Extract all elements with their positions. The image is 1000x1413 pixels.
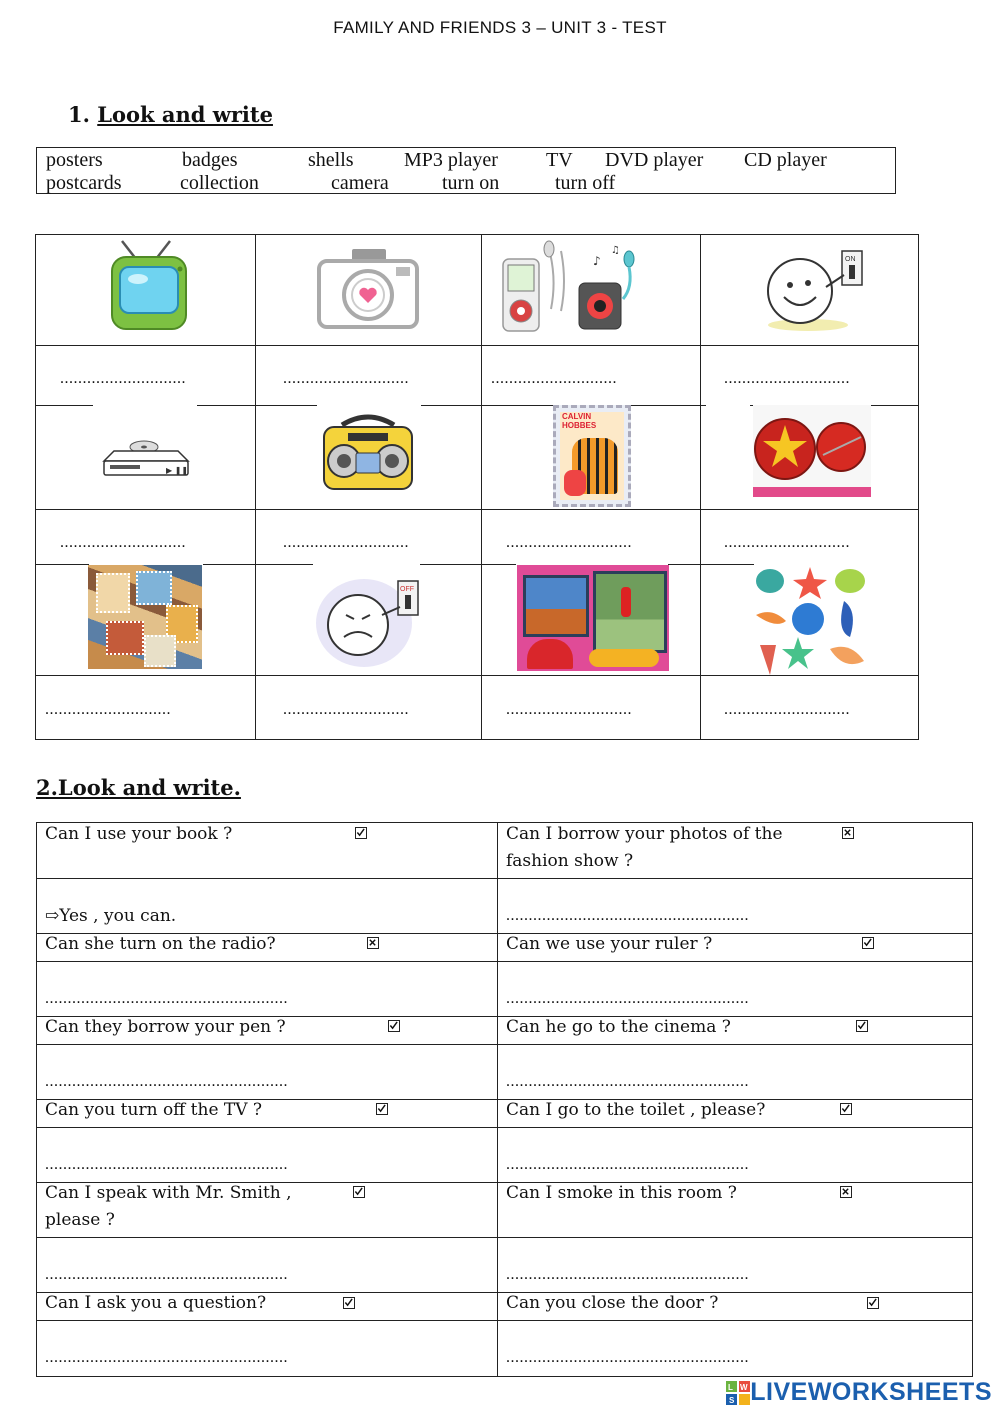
- word-bank-item: turn off: [555, 172, 616, 194]
- question-text: Can I smoke in this room ?: [506, 1183, 737, 1203]
- answer-blank[interactable]: ............................: [506, 701, 632, 718]
- check-icon: [388, 1020, 400, 1032]
- section2-title: 2.Look and write.: [36, 775, 241, 800]
- liveworksheets-logo: [726, 1378, 992, 1407]
- answer-line[interactable]: ......................................................: [506, 1349, 749, 1366]
- picture-grid: [35, 234, 919, 740]
- answer-blank[interactable]: ............................: [724, 370, 850, 387]
- cross-icon: [842, 827, 854, 839]
- question-table: [36, 822, 973, 1377]
- section1-number: 1.: [68, 102, 90, 127]
- answer-blank[interactable]: ............................: [724, 701, 850, 718]
- check-icon: [353, 1186, 365, 1198]
- question-text: Can I borrow your photos of the: [506, 824, 783, 844]
- svg-text:W: W: [740, 1382, 748, 1392]
- posters-picture: [517, 565, 669, 671]
- turn-on-picture: [760, 247, 868, 333]
- logo-text: LIVEWORKSHEETS: [750, 1378, 992, 1406]
- switch-on-label: ON: [845, 256, 856, 263]
- word-bank-item: CD player: [744, 149, 827, 171]
- question-text: Can you close the door ?: [506, 1293, 719, 1313]
- word-bank-item: postcards: [46, 172, 122, 194]
- answer-line[interactable]: ......................................................: [45, 1349, 288, 1366]
- question-text: Can they borrow your pen ?: [45, 1017, 286, 1037]
- question-text: Can I speak with Mr. Smith ,: [45, 1183, 292, 1203]
- answer-blank[interactable]: ............................: [283, 534, 409, 551]
- camera-picture: [316, 247, 420, 331]
- answer-line[interactable]: ......................................................: [506, 1266, 749, 1283]
- word-bank-item: TV: [546, 149, 573, 171]
- question-text: fashion show ?: [506, 851, 634, 871]
- answer-blank[interactable]: ............................: [45, 701, 171, 718]
- answer-blank[interactable]: ............................: [506, 534, 632, 551]
- check-icon: [862, 937, 874, 949]
- example-answer: ⇨Yes , you can.: [45, 906, 177, 926]
- check-icon: [840, 1103, 852, 1115]
- check-icon: [856, 1020, 868, 1032]
- postcard-picture: [553, 405, 631, 507]
- question-text: Can I use your book ?: [45, 824, 233, 844]
- question-text: Can she turn on the radio?: [45, 934, 276, 954]
- word-bank-item: DVD player: [605, 149, 704, 171]
- cross-icon: [367, 937, 379, 949]
- answer-blank[interactable]: ............................: [60, 370, 186, 387]
- answer-blank[interactable]: ............................: [724, 534, 850, 551]
- answer-blank[interactable]: ............................: [491, 370, 617, 387]
- word-bank: [36, 147, 896, 194]
- dvd-player-picture: [100, 431, 190, 481]
- question-text: Can you turn off the TV ?: [45, 1100, 263, 1120]
- answer-line[interactable]: ......................................................: [45, 1266, 288, 1283]
- word-bank-item: camera: [331, 172, 389, 194]
- question-text: Can he go to the cinema ?: [506, 1017, 731, 1037]
- answer-line[interactable]: ......................................................: [506, 1073, 749, 1090]
- check-icon: [355, 827, 367, 839]
- answer-blank[interactable]: ............................: [60, 534, 186, 551]
- section1-title-text: Look and write: [97, 102, 273, 127]
- question-text: Can I go to the toilet , please?: [506, 1100, 766, 1120]
- answer-line[interactable]: ......................................................: [45, 1156, 288, 1173]
- mp3-player-picture: [499, 239, 645, 337]
- word-bank-item: posters: [46, 149, 103, 171]
- answer-line[interactable]: ......................................................: [45, 990, 288, 1007]
- answer-blank[interactable]: ............................: [283, 370, 409, 387]
- word-bank-item: collection: [180, 172, 259, 194]
- answer-line[interactable]: ......................................................: [506, 990, 749, 1007]
- logo-letters-icon: [726, 1381, 750, 1405]
- svg-text:▶ ❚❚: ▶ ❚❚: [166, 466, 189, 475]
- svg-text:L: L: [728, 1382, 734, 1392]
- question-text: Can I ask you a question?: [45, 1293, 267, 1313]
- answer-line[interactable]: ......................................................: [45, 1073, 288, 1090]
- word-bank-item: turn on: [442, 172, 500, 194]
- postcard-hobbes-text: HOBBES: [562, 421, 597, 430]
- check-icon: [376, 1103, 388, 1115]
- word-bank-item: MP3 player: [404, 149, 498, 171]
- question-text: please ?: [45, 1210, 115, 1230]
- question-text: Can we use your ruler ?: [506, 934, 713, 954]
- svg-text:♪: ♪: [593, 254, 601, 268]
- svg-text:S: S: [729, 1395, 735, 1405]
- word-bank-item: shells: [308, 149, 354, 171]
- shells-picture: [752, 565, 874, 677]
- postcard-calvin-text: CALVIN: [562, 412, 592, 421]
- collection-picture: [88, 565, 202, 669]
- switch-off-label: OFF: [400, 586, 414, 593]
- section1-title: [68, 102, 273, 127]
- check-icon: [867, 1297, 879, 1309]
- answer-line[interactable]: ......................................................: [506, 907, 749, 924]
- cd-player-picture: [320, 409, 416, 493]
- answer-line[interactable]: ......................................................: [506, 1156, 749, 1173]
- tv-picture: [108, 239, 188, 335]
- turn-off-picture: [314, 571, 424, 671]
- badges-picture: [753, 405, 871, 497]
- check-icon: [343, 1297, 355, 1309]
- word-bank-item: badges: [182, 149, 238, 171]
- cross-icon: [840, 1186, 852, 1198]
- answer-blank[interactable]: ............................: [283, 701, 409, 718]
- worksheet-header: FAMILY AND FRIENDS 3 – UNIT 3 - TEST: [333, 18, 667, 37]
- svg-text:♫: ♫: [611, 245, 620, 256]
